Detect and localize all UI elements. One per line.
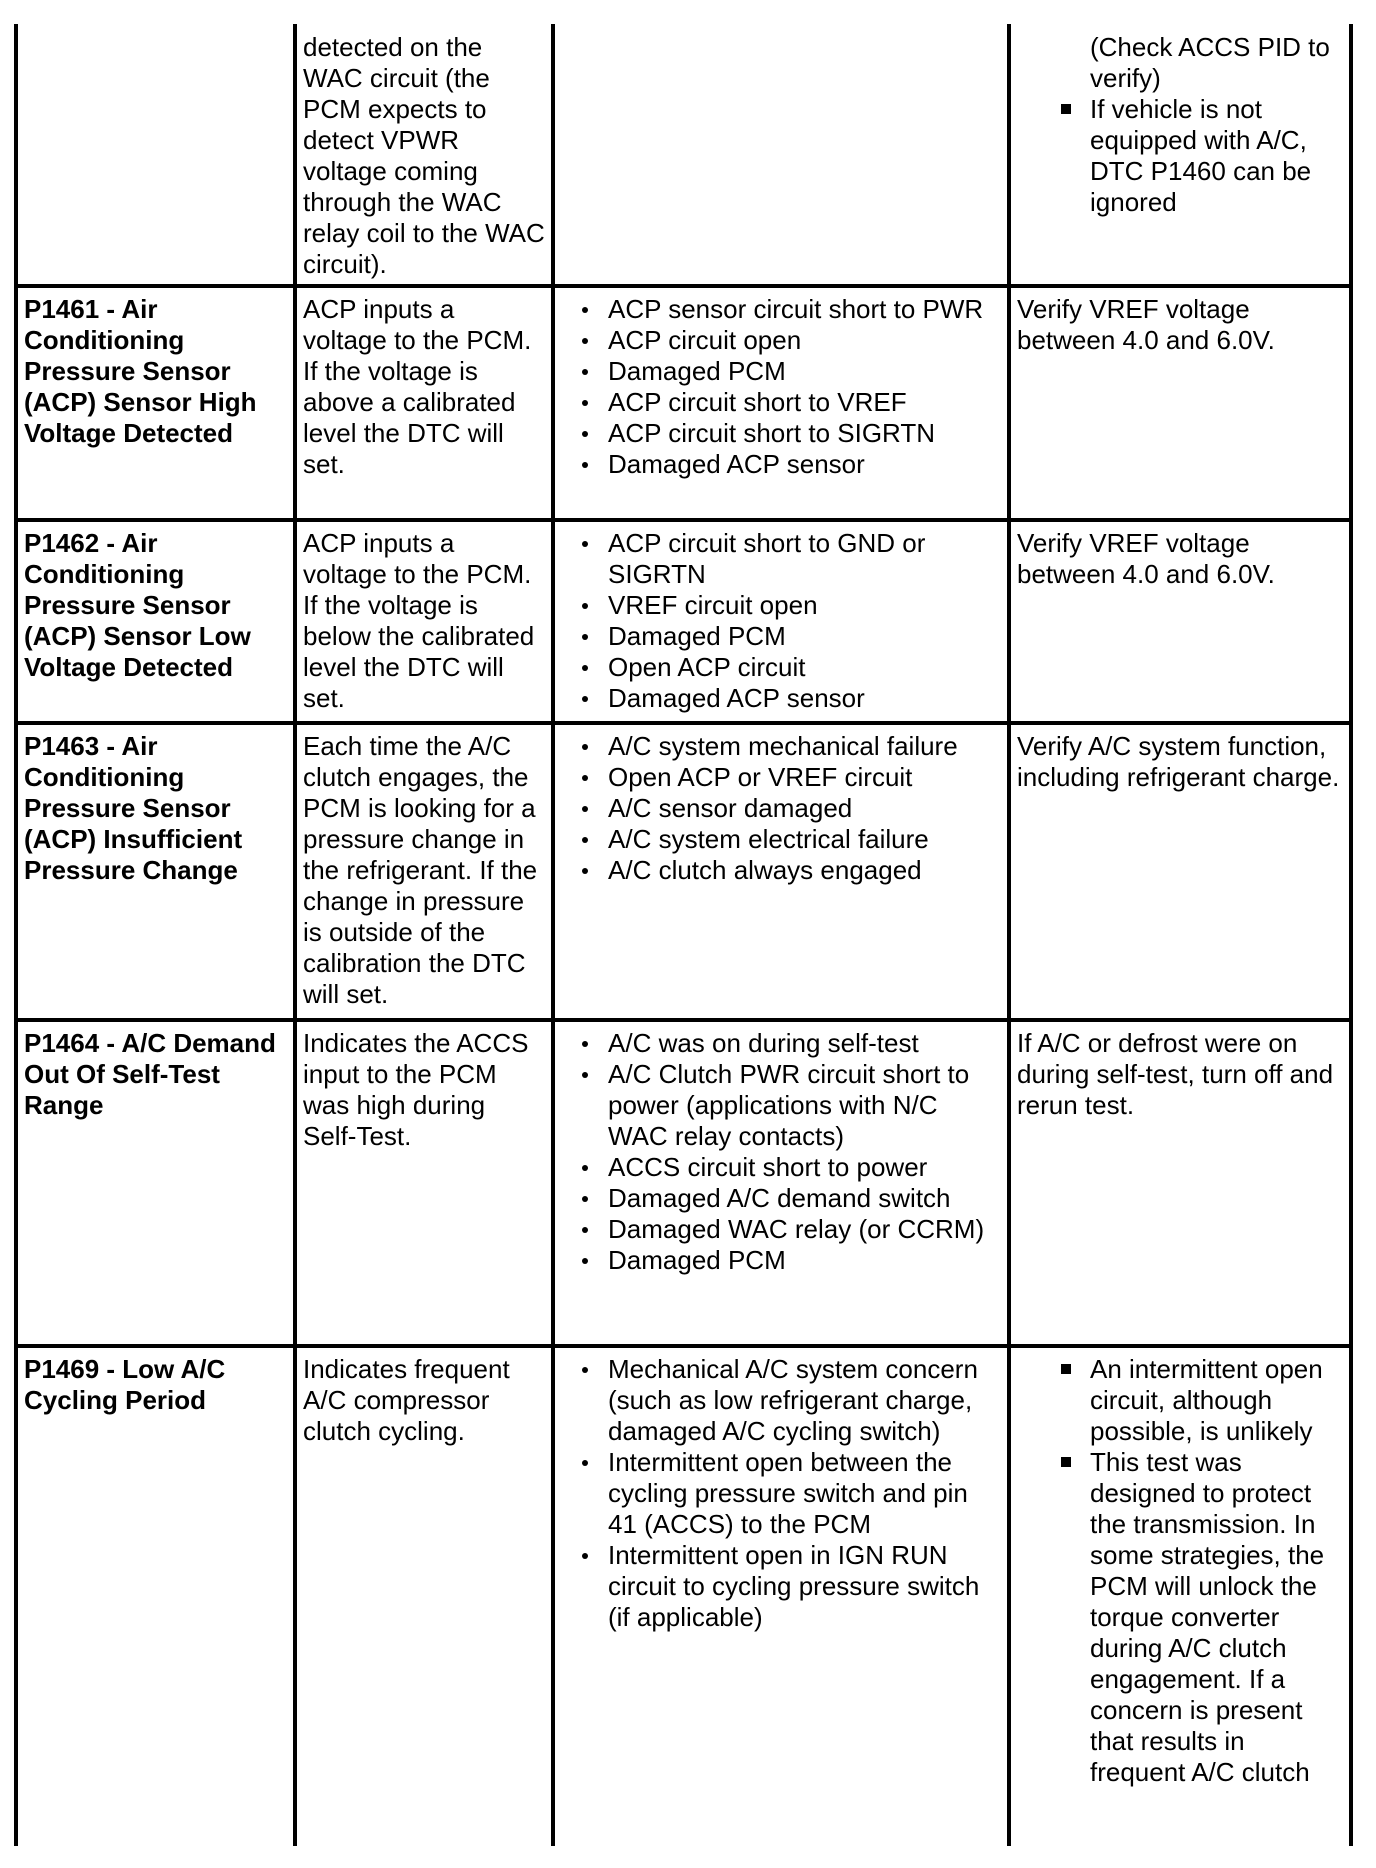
dtc-description-cell: detected on the WAC circuit (the PCM expects to detect VPWR voltage coming through the WAC relay coil to the WAC circuit). bbox=[295, 24, 553, 286]
list-item: A/C clutch always engaged bbox=[608, 855, 1001, 886]
dtc-code-cell: P1463 - Air Conditioning Pressure Sensor (ACP) Insufficient Pressure Change bbox=[16, 723, 295, 1020]
list-item: Open ACP or VREF circuit bbox=[608, 762, 1001, 793]
list-item: If vehicle is not equipped with A/C, DTC P1460 can be ignored bbox=[1090, 94, 1343, 218]
table-row bbox=[16, 1346, 1351, 1846]
dtc-description-cell: Each time the A/C clutch engages, the PCM is looking for a pressure change in the refrigerant. If the change in pressure is outside of the calibration the DTC will set. bbox=[295, 723, 553, 1020]
list-item: VREF circuit open bbox=[608, 590, 1001, 621]
table-row bbox=[16, 24, 1351, 286]
list-item: Damaged ACP sensor bbox=[608, 683, 1001, 714]
dtc-description-cell: ACP inputs a voltage to the PCM. If the voltage is below the calibrated level the DTC will set. bbox=[295, 520, 553, 723]
table-row bbox=[16, 1020, 1351, 1346]
dtc-code-cell: P1462 - Air Conditioning Pressure Sensor (ACP) Sensor Low Voltage Detected bbox=[16, 520, 295, 723]
list-item: ACCS circuit short to power bbox=[608, 1152, 1001, 1183]
dtc-code-cell bbox=[16, 24, 295, 286]
dtc-code-cell: P1469 - Low A/C Cycling Period bbox=[16, 1346, 295, 1846]
cause-list bbox=[561, 1028, 1001, 1276]
list-item: A/C system mechanical failure bbox=[608, 731, 1001, 762]
list-item: An intermittent open circuit, although possible, is unlikely bbox=[1090, 1354, 1343, 1447]
list-item: ACP circuit short to GND or SIGRTN bbox=[608, 528, 1001, 590]
list-item: Damaged A/C demand switch bbox=[608, 1183, 1001, 1214]
list-item: ACP circuit open bbox=[608, 325, 1001, 356]
list-item: This test was designed to protect the transmission. In some strategies, the PCM will unlock the torque converter during A/C clutch engagement. If a concern is present that results in frequent A/C clutch bbox=[1090, 1447, 1343, 1788]
list-item: ACP circuit short to VREF bbox=[608, 387, 1001, 418]
possible-causes-cell bbox=[553, 520, 1009, 723]
list-item: Intermittent open in IGN RUN circuit to cycling pressure switch (if applicable) bbox=[608, 1540, 1001, 1633]
diagnostic-action-cell bbox=[1009, 24, 1351, 286]
list-item: A/C Clutch PWR circuit short to power (applications with N/C WAC relay contacts) bbox=[608, 1059, 1001, 1152]
list-item: Damaged PCM bbox=[608, 356, 1001, 387]
possible-causes-cell bbox=[553, 1346, 1009, 1846]
diagnostic-action-cell: If A/C or defrost were on during self-test, turn off and rerun test. bbox=[1009, 1020, 1351, 1346]
cause-list bbox=[561, 528, 1001, 714]
dtc-description-cell: Indicates frequent A/C compressor clutch cycling. bbox=[295, 1346, 553, 1846]
table-row bbox=[16, 520, 1351, 723]
list-item: A/C system electrical failure bbox=[608, 824, 1001, 855]
action-list bbox=[1017, 1354, 1343, 1788]
list-item: Mechanical A/C system concern (such as low refrigerant charge, damaged A/C cycling switch) bbox=[608, 1354, 1001, 1447]
possible-causes-cell bbox=[553, 723, 1009, 1020]
diagnostic-action-cell: Verify VREF voltage between 4.0 and 6.0V. bbox=[1009, 520, 1351, 723]
table-row bbox=[16, 723, 1351, 1020]
list-item: ACP circuit short to SIGRTN bbox=[608, 418, 1001, 449]
dtc-code-cell: P1464 - A/C Demand Out Of Self-Test Range bbox=[16, 1020, 295, 1346]
cause-list bbox=[561, 1354, 1001, 1633]
dtc-table bbox=[14, 24, 1353, 1846]
dtc-description-cell: Indicates the ACCS input to the PCM was high during Self-Test. bbox=[295, 1020, 553, 1346]
list-item: A/C sensor damaged bbox=[608, 793, 1001, 824]
diagnostic-action-cell bbox=[1009, 1346, 1351, 1846]
possible-causes-cell bbox=[553, 286, 1009, 520]
dtc-description-cell: ACP inputs a voltage to the PCM. If the voltage is above a calibrated level the DTC will set. bbox=[295, 286, 553, 520]
list-item: Open ACP circuit bbox=[608, 652, 1001, 683]
possible-causes-cell bbox=[553, 1020, 1009, 1346]
list-item: Intermittent open between the cycling pressure switch and pin 41 (ACCS) to the PCM bbox=[608, 1447, 1001, 1540]
cause-list bbox=[561, 294, 1001, 480]
action-list bbox=[1017, 32, 1343, 218]
dtc-code-cell: P1461 - Air Conditioning Pressure Sensor (ACP) Sensor High Voltage Detected bbox=[16, 286, 295, 520]
table-row bbox=[16, 286, 1351, 520]
list-item: (Check ACCS PID to verify) bbox=[1090, 32, 1330, 93]
list-item: Damaged WAC relay (or CCRM) bbox=[608, 1214, 1001, 1245]
list-item: A/C was on during self-test bbox=[608, 1028, 1001, 1059]
cause-list bbox=[561, 731, 1001, 886]
list-item: Damaged ACP sensor bbox=[608, 449, 1001, 480]
list-item: ACP sensor circuit short to PWR bbox=[608, 294, 1001, 325]
list-item: Damaged PCM bbox=[608, 621, 1001, 652]
diagnostic-action-cell: Verify A/C system function, including refrigerant charge. bbox=[1009, 723, 1351, 1020]
possible-causes-cell bbox=[553, 24, 1009, 286]
diagnostic-action-cell: Verify VREF voltage between 4.0 and 6.0V. bbox=[1009, 286, 1351, 520]
list-item: Damaged PCM bbox=[608, 1245, 1001, 1276]
